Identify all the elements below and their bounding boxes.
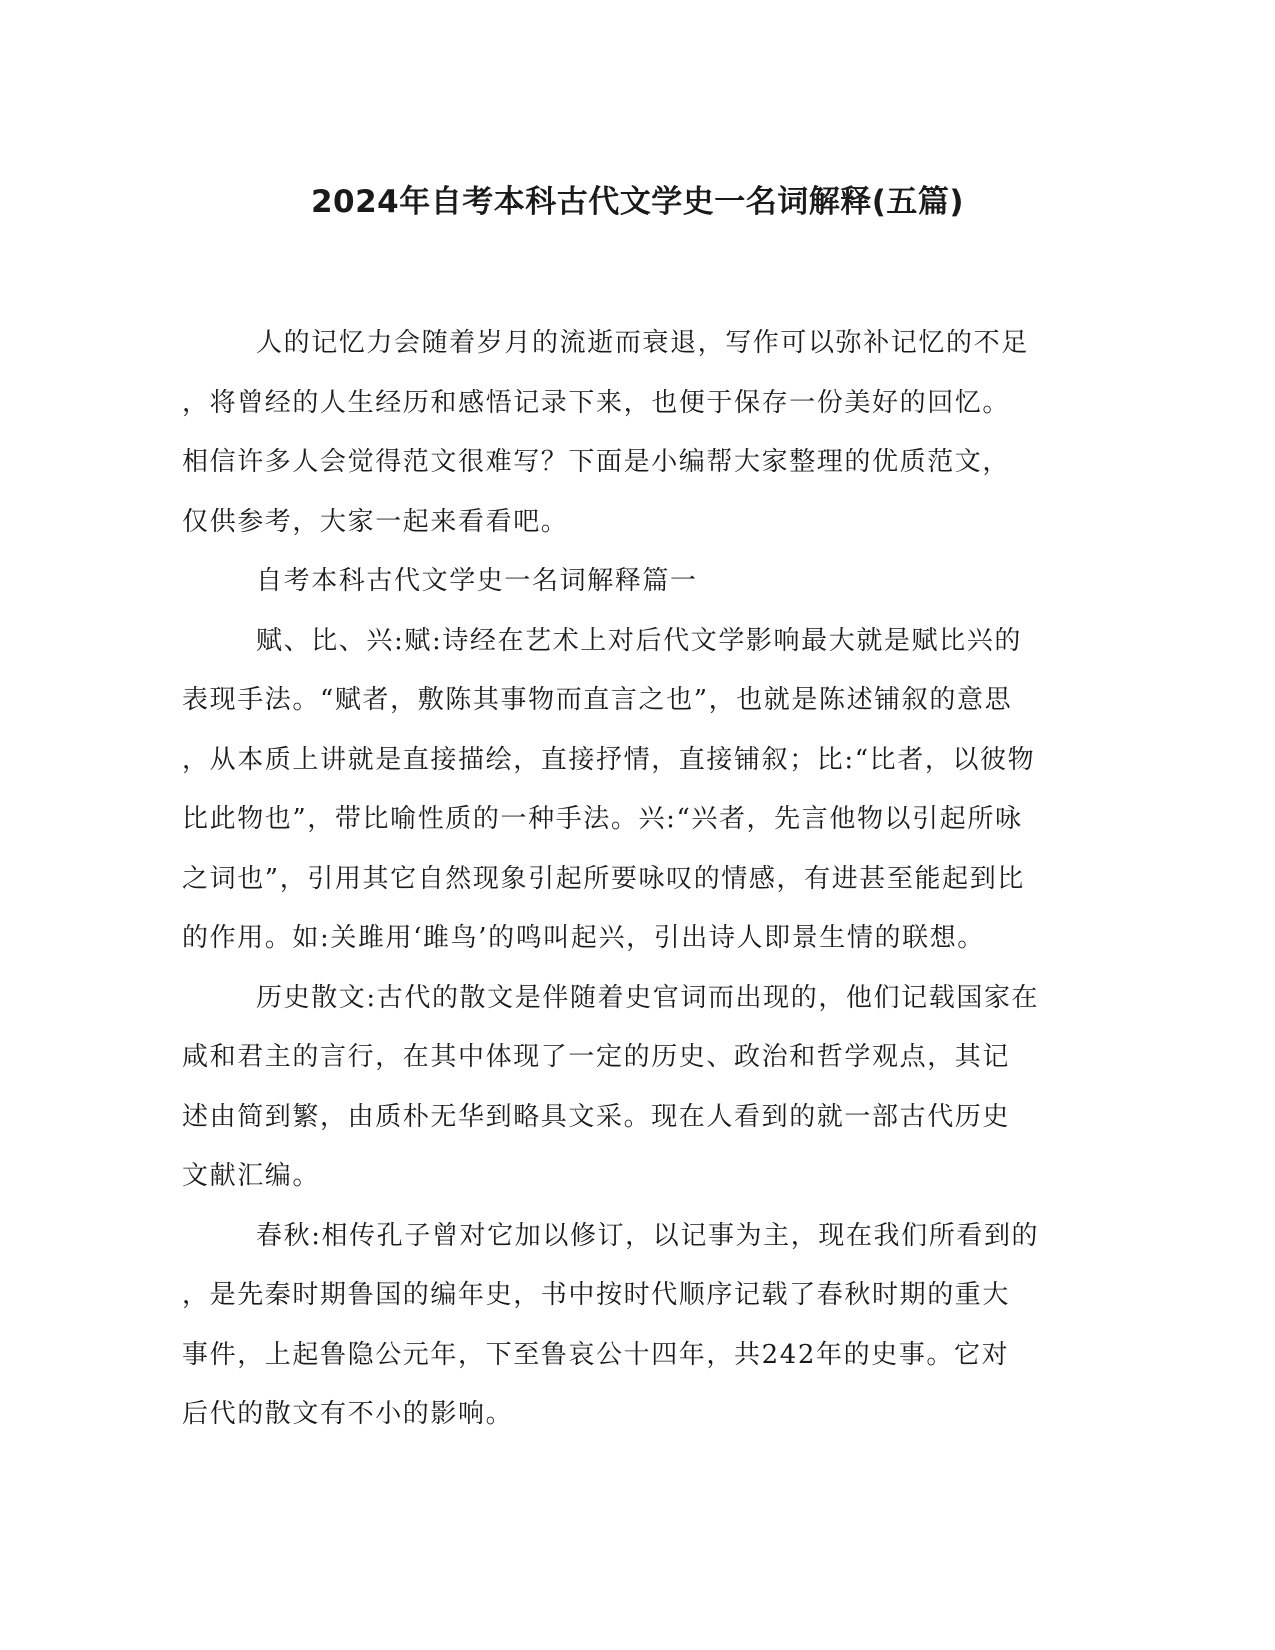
paragraph-line: 赋、比、兴:赋:诗经在艺术上对后代文学影响最大就是赋比兴的 — [256, 625, 1022, 656]
document-body — [182, 314, 1062, 1445]
paragraph-line: 的作用。如:关雎用‘雎鸟’的鸣叫起兴，引出诗人即景生情的联想。 — [182, 923, 985, 953]
paragraph-line: 人的记忆力会随着岁月的流逝而衰退，写作可以弥补记忆的不足 — [256, 328, 1029, 358]
paragraph-line: 相信许多人会觉得范文很难写？下面是小编帮大家整理的优质范文， — [182, 447, 1011, 477]
paragraph-line: 比此物也”，带比喻性质的一种手法。兴:“兴者，先言他物以引起所咏 — [182, 804, 1023, 834]
paragraph-line: 仅供参考，大家一起来看看吧。 — [182, 506, 569, 537]
paragraph-line: 春秋:相传孔子曾对它加以修订，以记事为主，现在我们所看到的 — [256, 1220, 1040, 1251]
section-heading: 自考本科古代文学史一名词解释篇一 — [256, 566, 698, 596]
paragraph-line: 之词也”，引用其它自然现象引起所要咏叹的情感，有进甚至能起到比 — [182, 863, 1025, 894]
paragraph-line: 述由简到繁，由质朴无华到略具文采。现在人看到的就一部古代历史 — [182, 1101, 1011, 1132]
paragraph-line: 历史散文:古代的散文是伴随着史官词而出现的，他们记载国家在 — [256, 982, 1040, 1013]
document-title: 2024年自考本科古代文学史一名词解释(五篇) — [310, 184, 965, 220]
paragraph-line: 表现手法。“赋者，敷陈其事物而直言之也”，也就是陈述铺叙的意思 — [182, 685, 1013, 715]
paragraph-line: 事件，上起鲁隐公元年，下至鲁哀公十四年，共242年的史事。它对 — [182, 1339, 1010, 1370]
paragraph-line: 后代的散文有不小的影响。 — [182, 1399, 514, 1429]
paragraph-line: 文献汇编。 — [182, 1161, 321, 1191]
paragraph-line: ，将曾经的人生经历和感悟记录下来，也便于保存一份美好的回忆。 — [182, 387, 1011, 418]
paragraph-line: ，从本质上讲就是直接描绘，直接抒情，直接铺叙；比:“比者，以彼物 — [182, 744, 1036, 775]
paragraph-line: ，是先秦时期鲁国的编年史，书中按时代顺序记载了春秋时期的重大 — [182, 1280, 1011, 1310]
paragraph-line: 咸和君主的言行，在其中体现了一定的历史、政治和哲学观点，其记 — [182, 1042, 1011, 1072]
